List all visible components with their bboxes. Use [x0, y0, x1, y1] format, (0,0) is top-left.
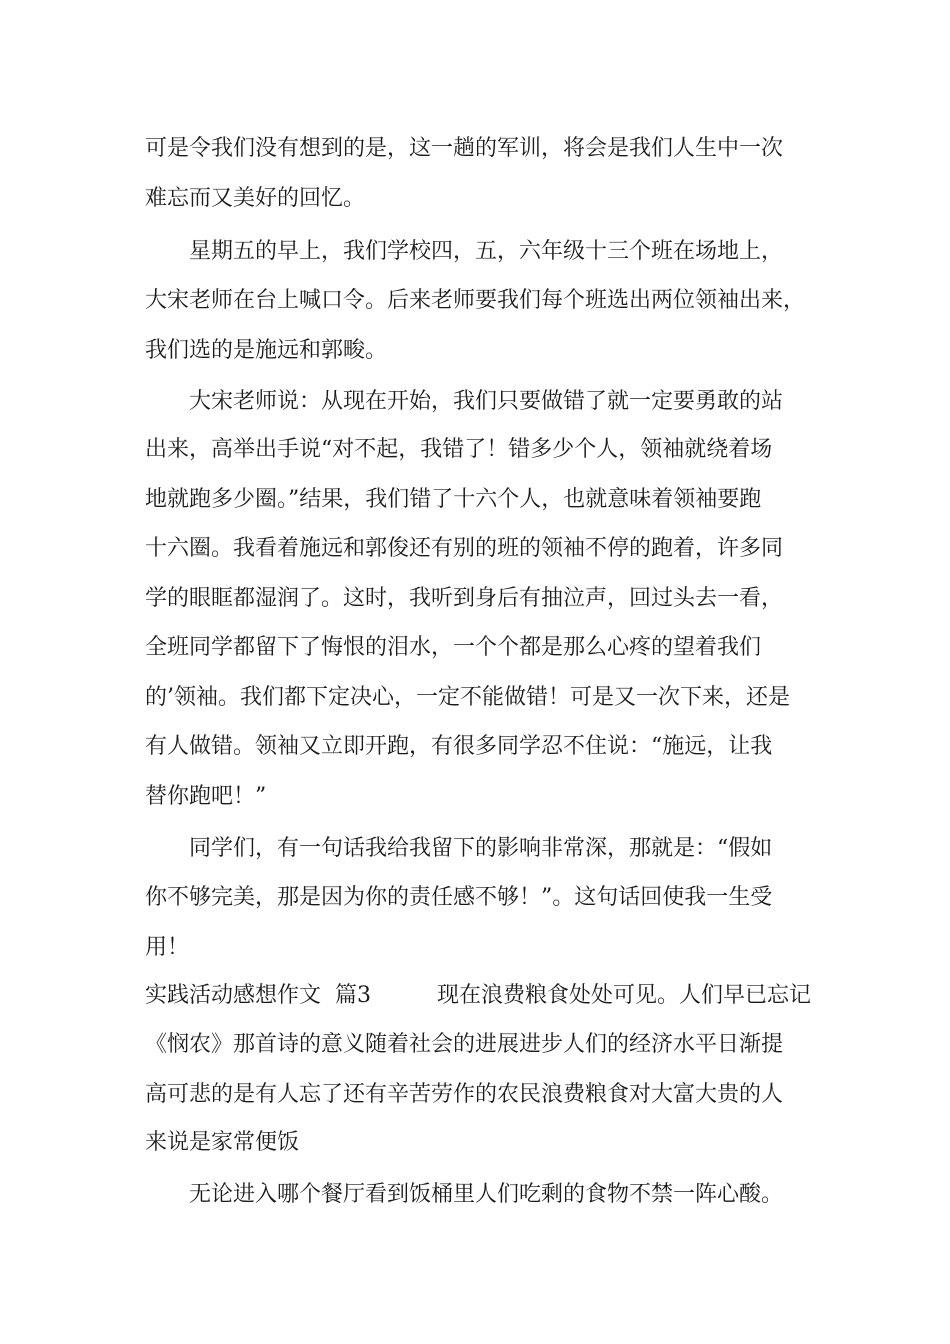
text-line: 你不够完美，那是因为你的责任感不够！”。这句话回使我一生受 [145, 885, 773, 910]
text-line: 有人做错。领袖又立即开跑，有很多同学忍不住说：“施远，让我 [145, 734, 773, 759]
text-line: 十六圈。我看着施远和郭俊还有别的班的领袖不停的跑着，许多同 [145, 536, 784, 561]
text-line: 用！ [145, 935, 190, 960]
text-line: 我们选的是施远和郭畯。 [145, 338, 388, 363]
section-heading-line: 实践活动感想作文 篇3 现在浪费粮食处处可见。人们早已忘记 [145, 983, 811, 1008]
text-line: 出来，高举出手说“对不起，我错了！错多少个人，领袖就绕着场 [145, 437, 773, 462]
text-line: 可是令我们没有想到的是，这一趟的军训，将会是我们人生中一次 [145, 136, 784, 161]
text-line: 全班同学都留下了悔恨的泪水，一个个都是那么心疼的望着我们 [145, 635, 762, 660]
text-line: 星期五的早上，我们学校四，五，六年级十三个班在场地上， [145, 239, 784, 264]
text-line: 的’领袖。我们都下定决心，一定不能做错！可是又一次下来，还是 [145, 685, 790, 710]
text-line: 替你跑吧！” [145, 784, 267, 809]
text-line: 学的眼眶都湿润了。这时，我听到身后有抽泣声，回过头去一看， [145, 586, 784, 611]
text-line: 同学们，有一句话我给我留下的影响非常深，那就是：“假如 [145, 836, 773, 861]
text-line: 大宋老师说：从现在开始，我们只要做错了就一定要勇敢的站 [145, 389, 784, 414]
text-line: 无论进入哪个餐厅看到饭桶里人们吃剩的食物不禁一阵心酸。 [145, 1182, 784, 1207]
text-line: 大宋老师在台上喊口令。后来老师要我们每个班选出两位领袖出来， [145, 288, 806, 313]
text-line: 来说是家常便饭 [145, 1130, 300, 1155]
text-line: 高可悲的是有人忘了还有辛苦劳作的农民浪费粮食对大富大贵的人 [145, 1082, 784, 1107]
text-line: 难忘而又美好的回忆。 [145, 186, 366, 211]
text-line: 地就跑多少圈。”结果，我们错了十六个人，也就意味着领袖要跑 [145, 487, 762, 512]
text-line: 《悯农》那首诗的意义随着社会的进展进步人们的经济水平日渐提 [145, 1032, 784, 1057]
